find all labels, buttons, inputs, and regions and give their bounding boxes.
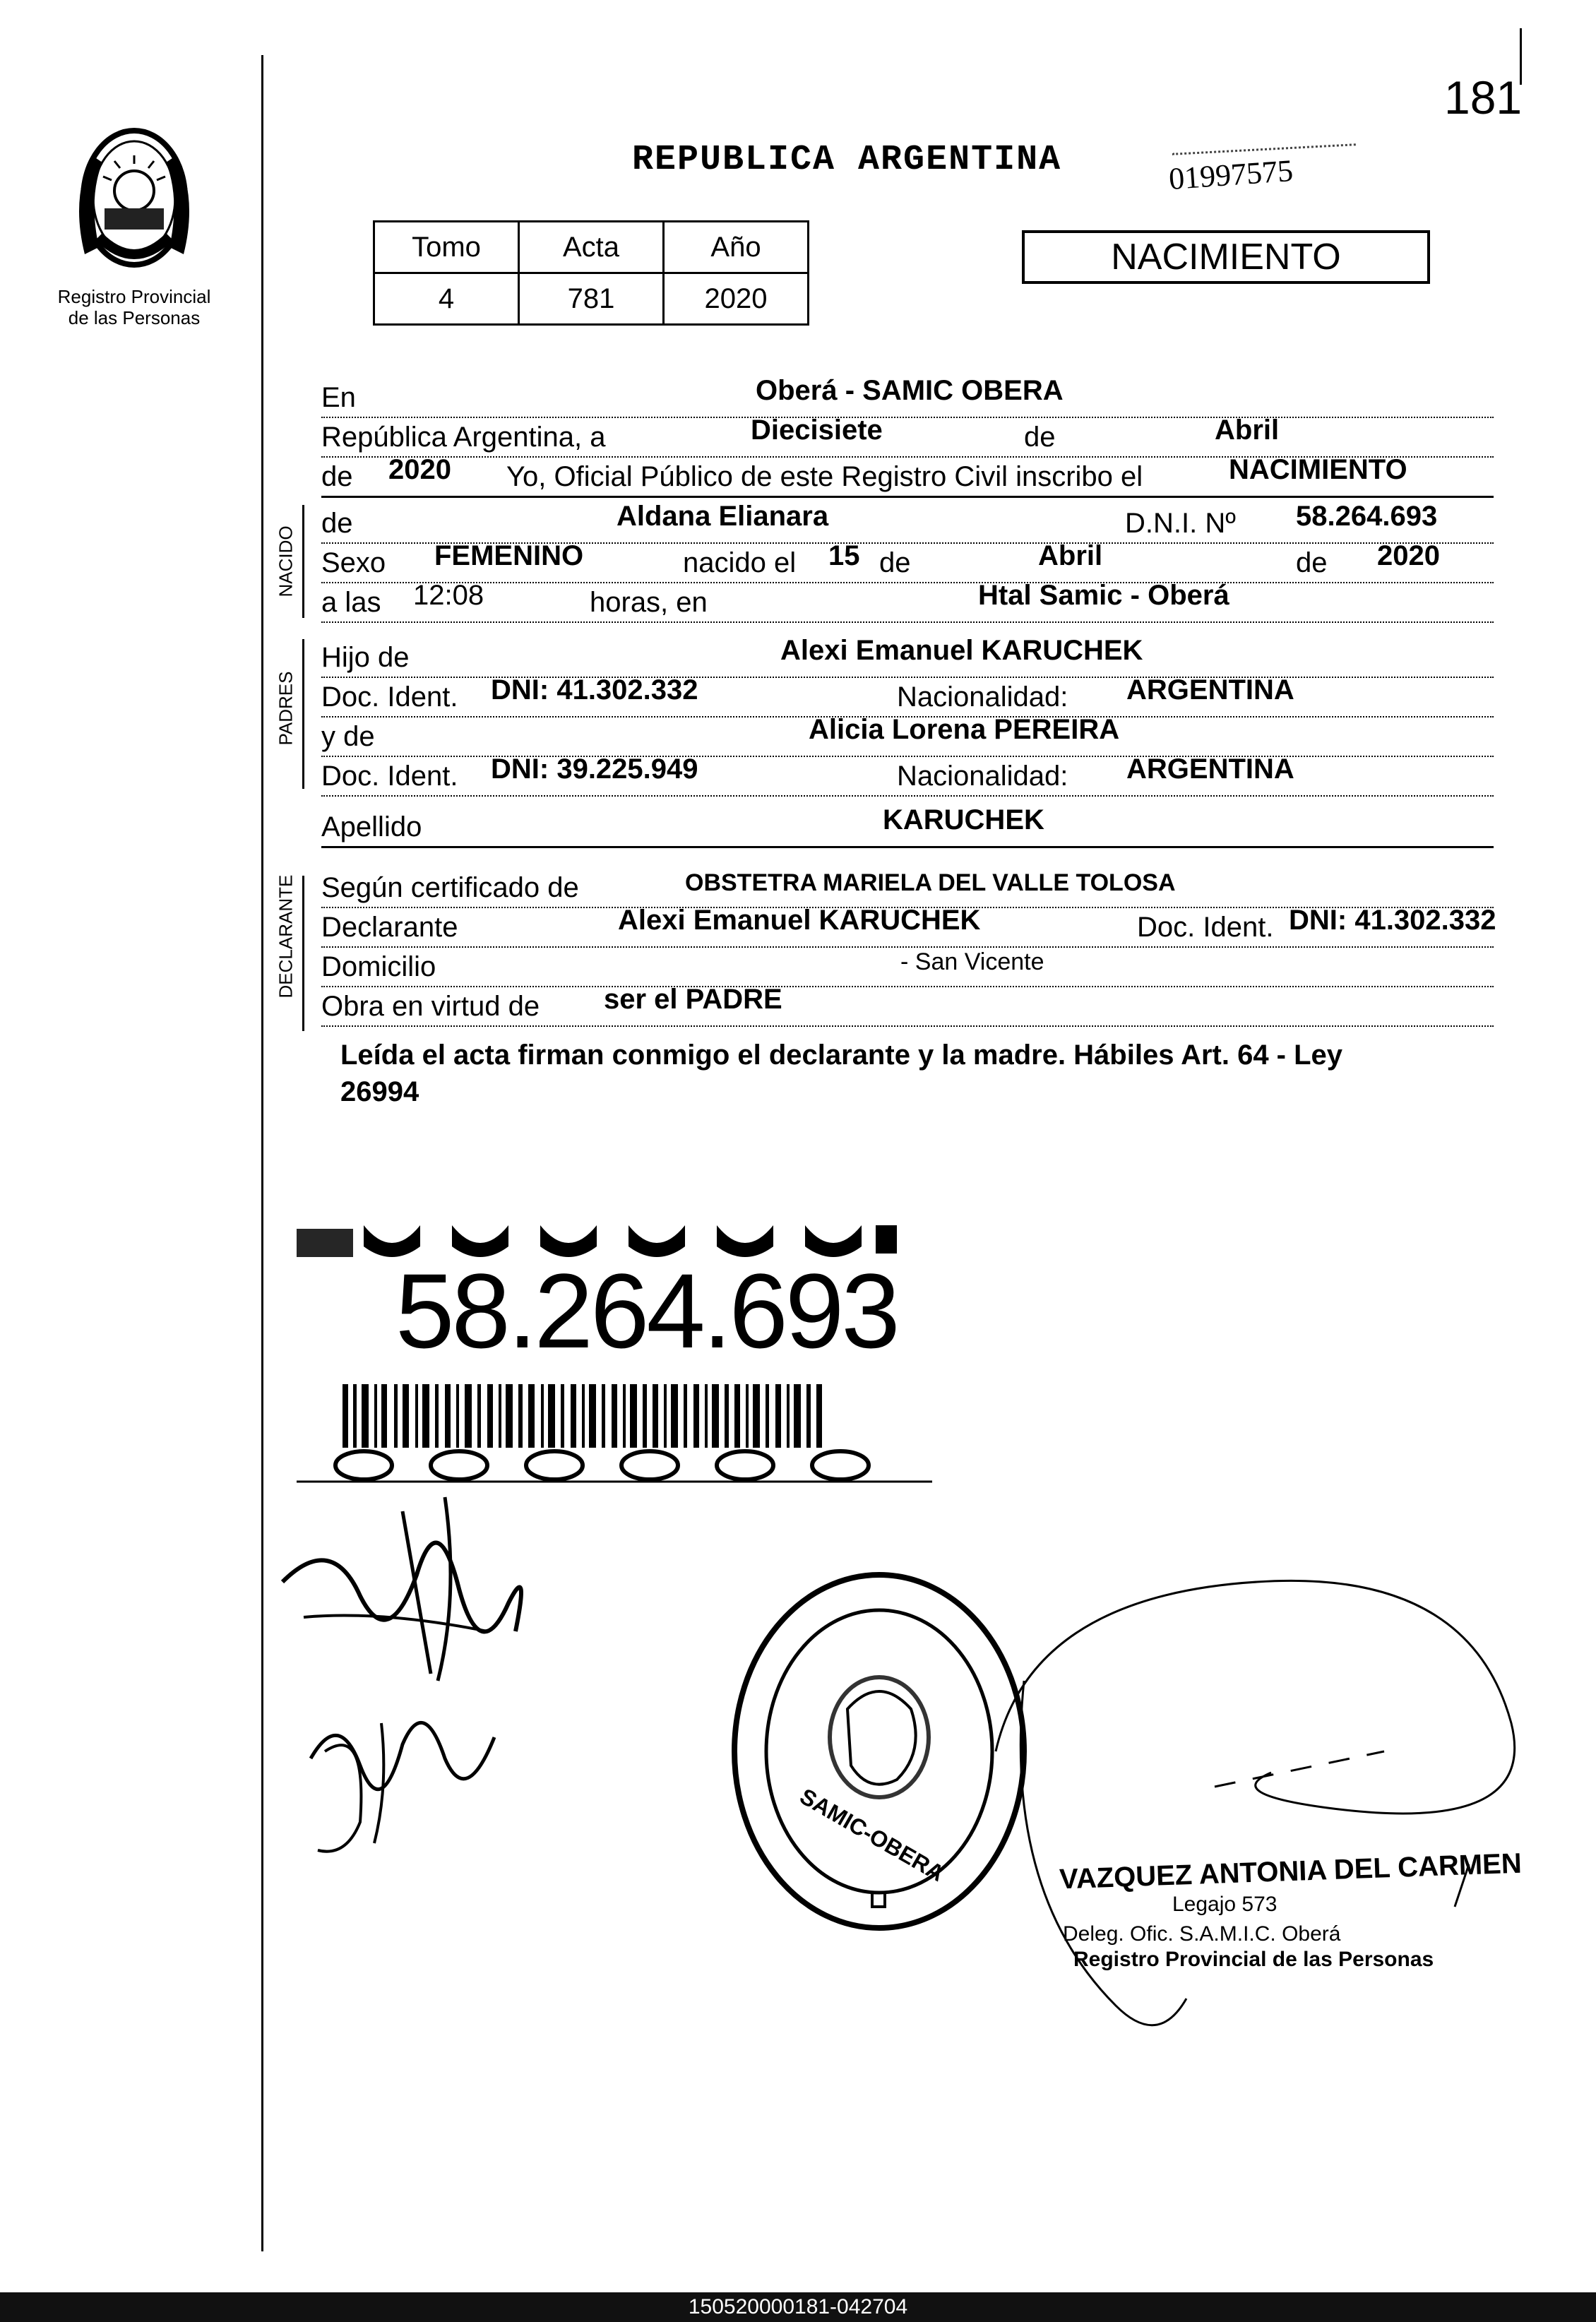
official-legajo: Legajo 573 [1172,1893,1278,1916]
oficial-text: Yo, Oficial Público de este Registro Civil inscribo el [506,461,1147,493]
row-apellido [321,806,1494,848]
apellido-label: Apellido [321,811,426,843]
table-header-anio: Año [664,222,809,273]
official-name: VAZQUEZ ANTONIA DEL CARMEN [1059,1847,1523,1895]
act-year: 2020 [388,454,451,485]
sticker-dni-number: 58.264.693 [395,1251,898,1370]
mother-doc: DNI: 39.225.949 [491,754,698,785]
hijo-de-label: Hijo de [321,642,414,674]
row-place [321,377,1494,418]
de-label-2: de [321,461,357,493]
father-nationality: ARGENTINA [1126,674,1294,705]
doc-ident-label: Doc. Ident. [321,681,462,713]
dni-label: D.N.I. Nº [1125,508,1240,540]
signature-scribble-1 [275,1490,544,1688]
nacido-year: 2020 [1377,540,1440,571]
document-title: REPUBLICA ARGENTINA [632,140,1062,180]
mother-signature [297,1681,508,1857]
nacido-place: Htal Samic - Oberá [978,580,1229,611]
row-nacido-sexo [321,542,1494,583]
nacido-de-label-2: de [879,547,915,579]
row-padre [321,637,1494,678]
nacido-el-label: nacido el [683,547,800,579]
declarante-name: Alexi Emanuel KARUCHEK [618,905,981,936]
document-footer-code: 150520000181-042704 [0,2292,1596,2322]
nacionalidad-label-2: Nacionalidad: [897,761,1072,792]
act-place: Oberá - SAMIC OBERA [756,375,1064,406]
de-label: de [1024,422,1056,453]
row-madre [321,716,1494,757]
section-label-nacido: NACIDO [275,525,297,597]
table-value-acta: 781 [519,273,664,325]
mother-name: Alicia Lorena PEREIRA [809,714,1120,745]
obra-label: Obra en virtud de [321,991,544,1023]
apellido-value: KARUCHEK [883,804,1044,835]
en-label: En [321,382,360,414]
table-value-tomo: 4 [374,273,519,325]
nacido-bracket [302,505,304,618]
declarant-signature [275,1490,544,1688]
horas-label: horas, en [590,587,712,619]
section-label-declarante: DECLARANTE [275,874,297,999]
nacido-de-label-3: de [1296,547,1332,579]
signature-flourish [975,1540,1582,2076]
row-obra [321,986,1494,1027]
declarante-label: Declarante [321,912,462,943]
a-las-label: a las [321,587,386,619]
provincia-logo [56,113,212,282]
nacido-name: Aldana Elianara [617,501,829,532]
obra-value: ser el PADRE [604,984,782,1015]
coat-of-arms-icon [56,113,212,282]
page-number: 181 [1444,71,1523,124]
logo-caption-line2: de las Personas [68,307,201,328]
note-line2: 26994 [340,1076,419,1107]
declarante-doc-label: Doc. Ident. [1137,912,1278,943]
record-type-box: NACIMIENTO [1022,230,1430,284]
act-month: Abril [1215,415,1280,446]
domicilio-label: Domicilio [321,951,440,983]
row-madre-doc [321,756,1494,797]
nacido-time: 12:08 [413,580,484,611]
mother-nationality: ARGENTINA [1126,754,1294,785]
row-date [321,417,1494,458]
row-domicilio [321,946,1494,987]
table-header-acta: Acta [519,222,664,273]
nacido-month: Abril [1038,540,1103,571]
margin-line [261,55,263,2251]
row-padre-doc [321,674,1494,718]
father-name: Alexi Emanuel KARUCHEK [780,635,1143,666]
official-registro: Registro Provincial de las Personas [1073,1948,1434,1971]
nacido-day: 15 [828,540,860,571]
declarante-bracket [302,876,304,1031]
table-header-tomo: Tomo [374,222,519,273]
logo-caption-line1: Registro Provincial [57,286,211,307]
declarante-doc: DNI: 41.302.332 [1289,905,1496,936]
nacido-dni: 58.264.693 [1296,501,1438,532]
nacido-de-label: de [321,508,357,540]
signature-scribble-2 [297,1681,508,1857]
dni-sticker [297,1208,932,1483]
section-label-padres: PADRES [275,671,297,746]
nacido-sexo: FEMENINO [434,540,584,571]
row-oficial [321,456,1494,498]
row-certificado [321,867,1494,908]
republica-label: República Argentina, a [321,422,610,453]
act-day: Diecisiete [751,415,883,446]
official-deleg: Deleg. Ofic. S.A.M.I.C. Oberá [1063,1922,1341,1946]
father-doc: DNI: 41.302.332 [491,674,698,705]
seal-inner-text: SAMIC-OBERA [795,1783,949,1886]
row-nacido-name [321,503,1494,544]
doc-ident-label-2: Doc. Ident. [321,761,462,792]
domicilio-value: - San Vicente [900,948,1044,975]
serial-dots [1172,143,1356,155]
serial-number: 01997575 [1167,153,1294,197]
padres-bracket [302,639,304,789]
row-declarante [321,907,1494,948]
inscribe-type: NACIMIENTO [1229,454,1407,485]
note-line1: Leída el acta firman conmigo el declarante y la madre. Hábiles Art. 64 - Ley [340,1040,1343,1071]
sexo-label: Sexo [321,547,390,579]
nacionalidad-label: Nacionalidad: [897,681,1072,713]
certificado-value: OBSTETRA MARIELA DEL VALLE TOLOSA [685,869,1176,896]
tomo-acta-anio-table [373,220,809,326]
y-de-label: y de [321,721,379,753]
segun-label: Según certificado de [321,872,583,904]
official-signature [975,1540,1582,2076]
table-value-anio: 2020 [664,273,809,325]
row-nacido-hora [321,582,1494,623]
